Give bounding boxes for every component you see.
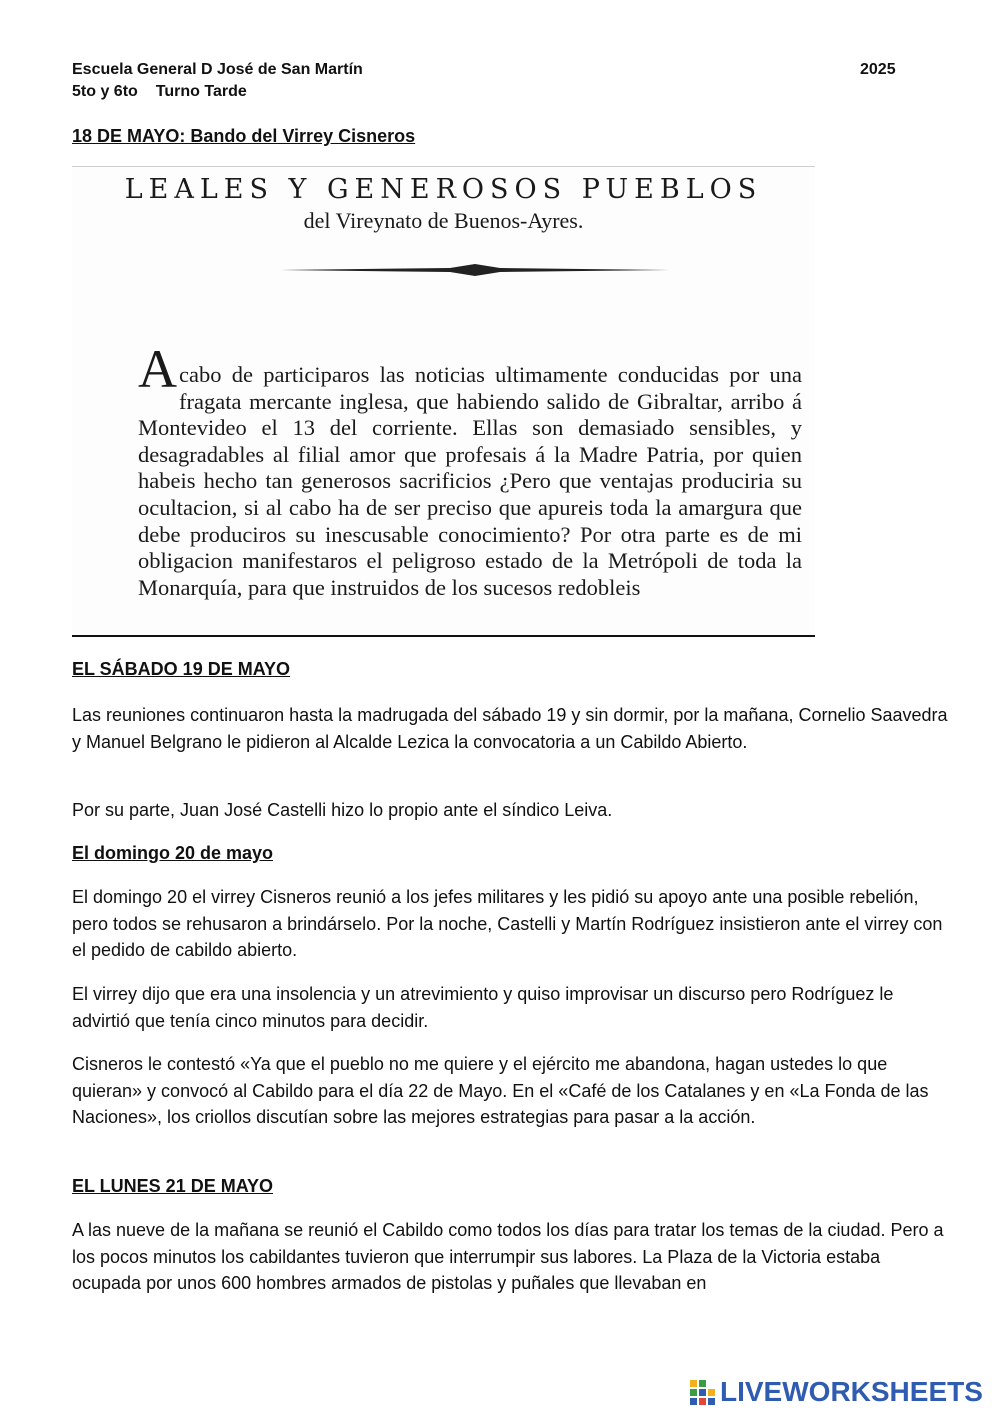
section-heading-lunes-21: EL LUNES 21 DE MAYO (72, 1176, 274, 1196)
section-heading-sabado-19: EL SÁBADO 19 DE MAYO (72, 659, 291, 679)
paragraph-domingo-3: Cisneros le contestó «Ya que el pueblo no me quiere y el ejército me abandona, hagan ustedes lo que quieran» y convocó al Cabildo para el día 22 de Mayo. En el «Café de los Catalanes y en «La Fonda de las Naciones», los criollos discutían sobre las mejores estrategias para pasar a la acción. (72, 1054, 929, 1128)
ornamental-rule (280, 261, 670, 279)
scan-body-text (138, 339, 802, 601)
shift-label: Turno Tarde (155, 83, 247, 100)
school-name: Escuela General D José de San Martín (72, 61, 363, 78)
paragraph-sabado-1: Las reuniones continuaron hasta la madrugada del sábado 19 y sin dormir, por la mañana, Cornelio Saavedra y Manuel Belgrano le pidieron al Alcalde Lezica la convocatoria a un Cabildo Abierto. (72, 705, 948, 752)
liveworksheets-logo[interactable] (690, 1376, 983, 1408)
scan-heading-line2: del Vireynato de Buenos-Ayres. (303, 208, 584, 233)
paragraph-sabado-2: Por su parte, Juan José Castelli hizo lo propio ante el síndico Leiva. (72, 800, 613, 820)
paragraph-lunes-1: A las nueve de la mañana se reunió el Cabildo como todos los días para tratar los temas de la ciudad. Pero a los pocos minutos los cabildantes tuvieron que interrumpir sus labores. La Plaza de la Victoria estaba ocupada por unos 600 hombres armados de pistolas y puñales que llevaban en (72, 1220, 944, 1294)
liveworksheets-mark-icon (690, 1378, 716, 1406)
scan-bottom-rule (72, 635, 815, 637)
paragraph-domingo-1: El domingo 20 el virrey Cisneros reunió a los jefes militares y les pidió su apoyo ante una posible rebelión, pero todos se rehusaron a brindárselo. Por la noche, Castelli y Martín Rodríguez insistieron ante el virrey con el pedido de cabildo abierto. (72, 887, 943, 961)
scan-dropcap: A (138, 339, 177, 399)
grade-label: 5to y 6to (72, 83, 138, 100)
scanned-proclamation-image (72, 166, 815, 637)
grade-shift-line (72, 82, 265, 102)
scan-top-edge (72, 166, 815, 167)
liveworksheets-wordmark: LIVEWORKSHEETS (720, 1376, 983, 1407)
paragraph-domingo-2: El virrey dijo que era una insolencia y un atrevimiento y quiso improvisar un discurso pero Rodríguez le advirtió que tenía cinco minutos para decidir. (72, 984, 894, 1031)
section-heading-domingo-20: El domingo 20 de mayo (72, 843, 274, 863)
scan-heading-line1: LEALES Y GENEROSOS PUEBLOS (124, 174, 763, 205)
document-title: 18 DE MAYO: Bando del Virrey Cisneros (72, 126, 416, 146)
scan-body-paragraph: cabo de participaros las noticias ultimamente conducidas por una fragata mercante inglesa, que habiendo salido de Gibraltar, arribo á Montevideo el 13 del corriente. Ellas son demasiado sensibles, y desagradables al filial amor que profesais á la Madre Patria, por quien habeis hecho tan generosos sacrificios ¿Pero que ventajas produciria su ocultacion, si al cabo ha de ser preciso que apureis toda la amargura que debe produciros su inescusable conocimiento? Por otra parte es de mi obligacion manifestaros el peligroso estado de la Metrópoli de toda la Monarquía, para que instruidos de los sucesos redobleis (138, 362, 802, 600)
year-label: 2025 (860, 61, 896, 78)
